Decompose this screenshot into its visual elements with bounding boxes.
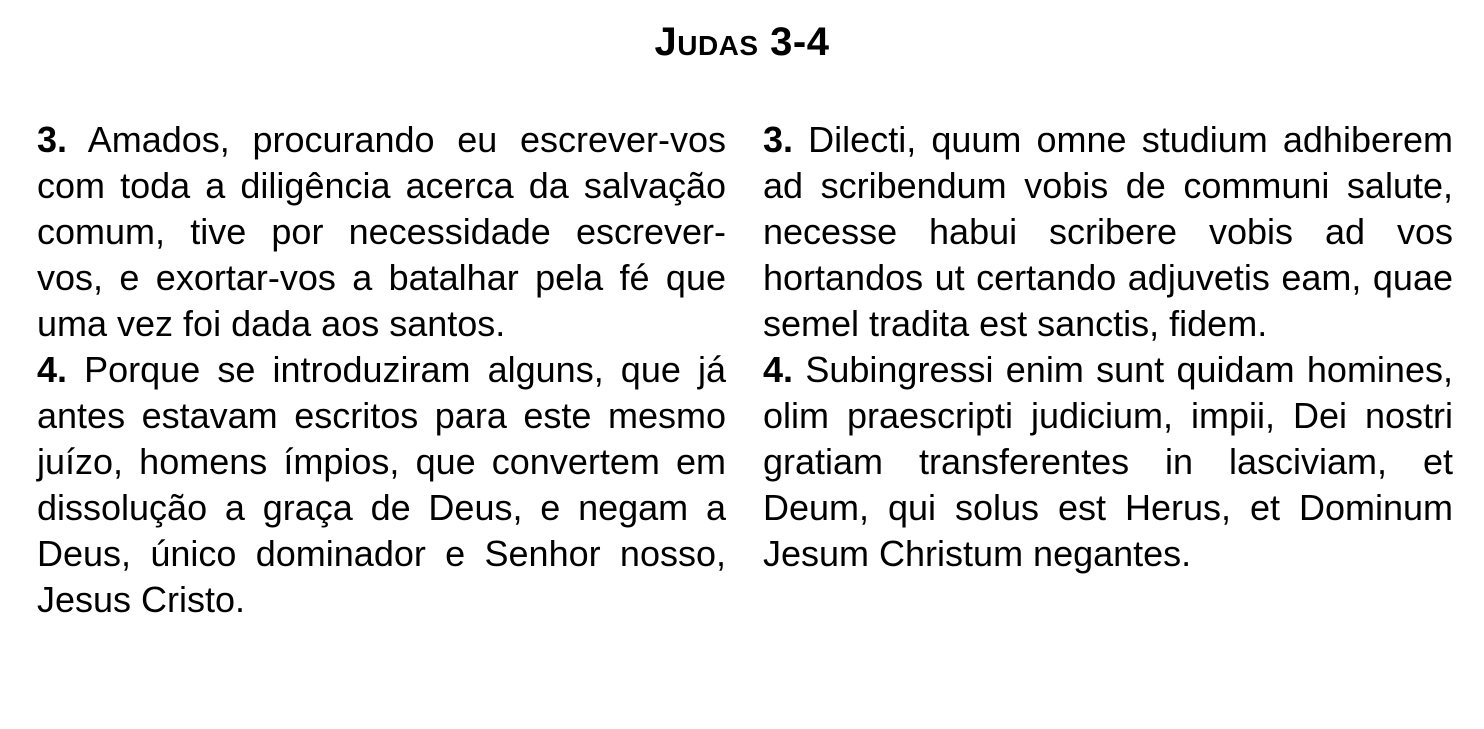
verse-number: 3.	[37, 119, 68, 160]
verse-number: 4.	[763, 349, 794, 390]
latin-column	[763, 117, 1453, 577]
page-title: Judas 3-4	[654, 20, 830, 64]
verse-text: Porque se introduziram alguns, que já antes estavam escritos para este mesmo juízo, homens ímpios, que convertem em dissolução a graça de Deus, e negam a Deus, único dominador e Senhor nosso, Jesus Cristo.	[37, 349, 726, 620]
verse-number: 4.	[37, 349, 68, 390]
verse-3-portuguese	[37, 117, 726, 347]
portuguese-column	[37, 117, 726, 623]
verse-text: Subingressi enim sunt quidam homines, olim praescripti judicium, impii, Dei nostri gratiam transferentes in lasciviam, et Deum, qui solus est Herus, et Dominum Jesum Christum negantes.	[763, 349, 1453, 574]
verse-text: Amados, procurando eu escrever-vos com toda a diligência acerca da salvação comum, tive por necessidade escrever-vos, e exortar-vos a batalhar pela fé que uma vez foi dada aos santos.	[37, 119, 727, 344]
verse-4-latin	[763, 347, 1453, 577]
verse-number: 3.	[763, 119, 794, 160]
verse-text: Dilecti, quum omne studium adhiberem ad scribendum vobis de communi salute, necesse habui scribere vobis ad vos hortandos ut certando adjuvetis eam, quae semel tradita est sanctis, fidem.	[763, 119, 1453, 344]
verse-4-portuguese	[37, 347, 726, 623]
verse-3-latin	[763, 117, 1453, 347]
